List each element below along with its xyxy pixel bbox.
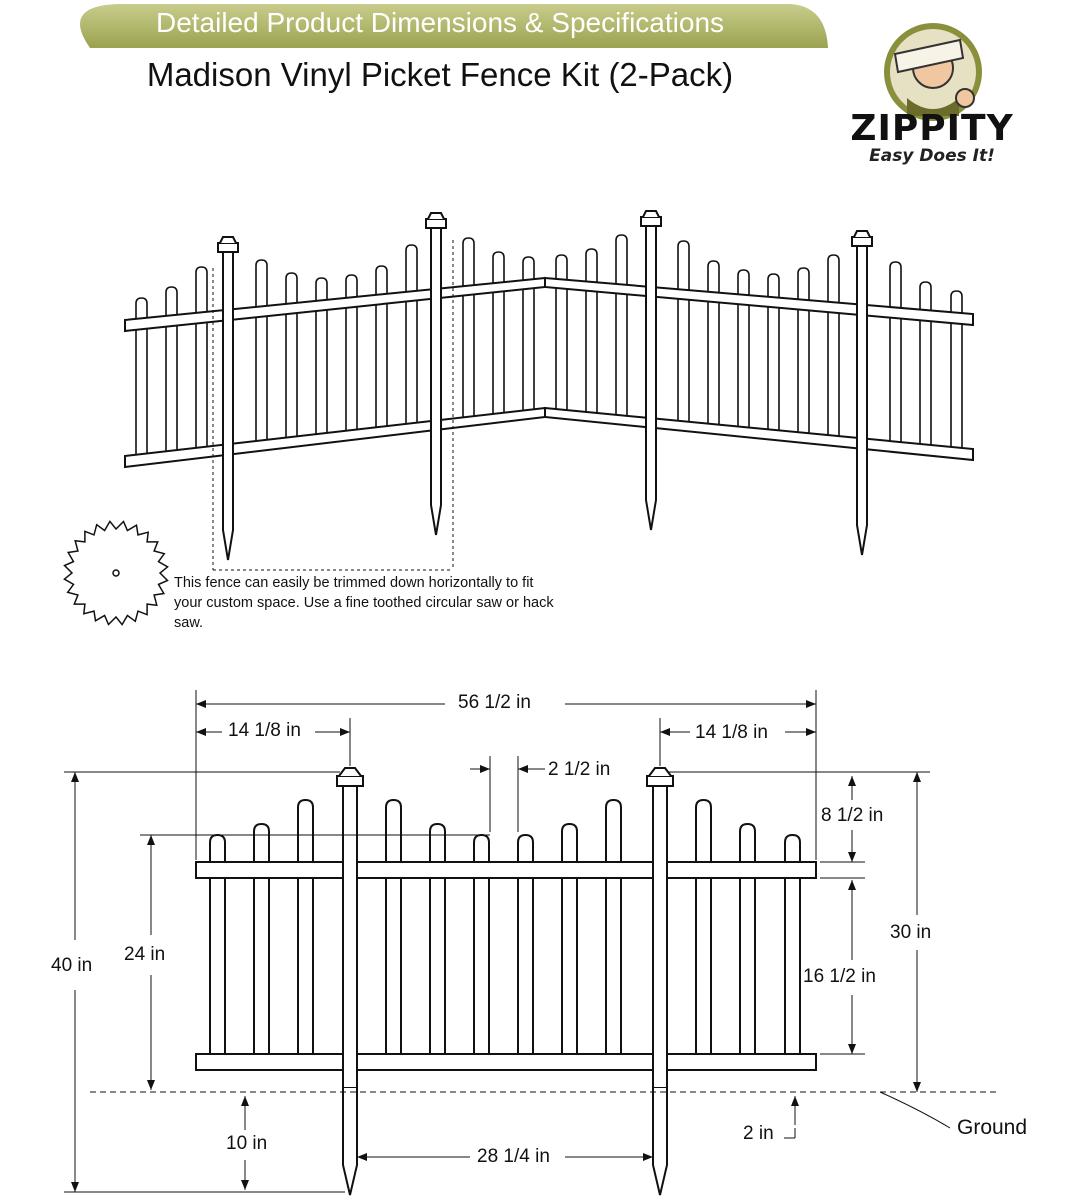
iso-picket: [196, 267, 207, 452]
dim-overall-width: 56 1/2 in: [458, 692, 531, 713]
iso-picket: [586, 249, 597, 418]
trim-note: This fence can easily be trimmed down horizontally to fit your custom space. Use a fine toothed circular saw or hack saw.: [174, 575, 554, 631]
elevation-picket: [298, 800, 313, 1070]
elevation-picket: [254, 824, 269, 1070]
iso-picket: [890, 262, 901, 447]
iso-picket: [678, 241, 689, 427]
dim-stake-depth: 10 in: [226, 1133, 268, 1154]
saw-blade-icon: [64, 521, 167, 624]
iso-picket: [493, 252, 504, 418]
dim-post-spacing: 28 1/4 in: [477, 1146, 550, 1167]
elevation-picket: [740, 824, 755, 1070]
iso-post: [641, 211, 661, 530]
iso-picket: [920, 282, 931, 450]
brand-tagline: Easy Does It!: [869, 146, 995, 166]
iso-picket: [406, 245, 417, 428]
iso-post: [852, 231, 872, 555]
dim-post-height: 30 in: [890, 922, 932, 943]
iso-picket: [616, 235, 627, 421]
banner-text: Detailed Product Dimensions & Specifications: [155, 7, 725, 38]
iso-picket: [166, 287, 177, 455]
brand-name: ZIPPITY: [850, 108, 1014, 149]
dim-rail-spacing: 16 1/2 in: [803, 966, 876, 987]
iso-picket: [708, 261, 719, 430]
page-title: Madison Vinyl Picket Fence Kit (2-Pack): [146, 56, 734, 93]
iso-post: [218, 237, 238, 560]
iso-picket: [376, 266, 387, 431]
dim-post-top-to-rail: 8 1/2 in: [821, 805, 884, 826]
iso-picket: [256, 260, 267, 445]
elevation-picket: [386, 800, 401, 1070]
iso-picket: [286, 273, 297, 442]
dim-picket-height: 24 in: [124, 944, 166, 965]
dim-rail-above-ground: 2 in: [743, 1123, 774, 1144]
iso-picket: [828, 255, 839, 441]
iso-post: [426, 213, 446, 535]
elevation-picket: [696, 800, 711, 1070]
elevation-pickets: [210, 800, 800, 1070]
right-panel-rails: [545, 278, 973, 460]
elevation-rails: [196, 862, 816, 1070]
elevation-picket: [562, 824, 577, 1070]
dimension-lines: [64, 690, 950, 1192]
iso-picket: [798, 268, 809, 438]
dim-right-post-offset: 14 1/8 in: [695, 722, 768, 743]
dim-left-post-offset: 14 1/8 in: [228, 720, 301, 741]
dim-picket-spacing: 2 1/2 in: [548, 759, 611, 780]
dim-total-height: 40 in: [51, 955, 93, 976]
elevation-picket: [606, 800, 621, 1070]
iso-picket: [463, 238, 474, 421]
elevation-picket: [430, 824, 445, 1070]
ground-label: Ground: [957, 1116, 1028, 1139]
left-panel-rails: [125, 278, 545, 467]
